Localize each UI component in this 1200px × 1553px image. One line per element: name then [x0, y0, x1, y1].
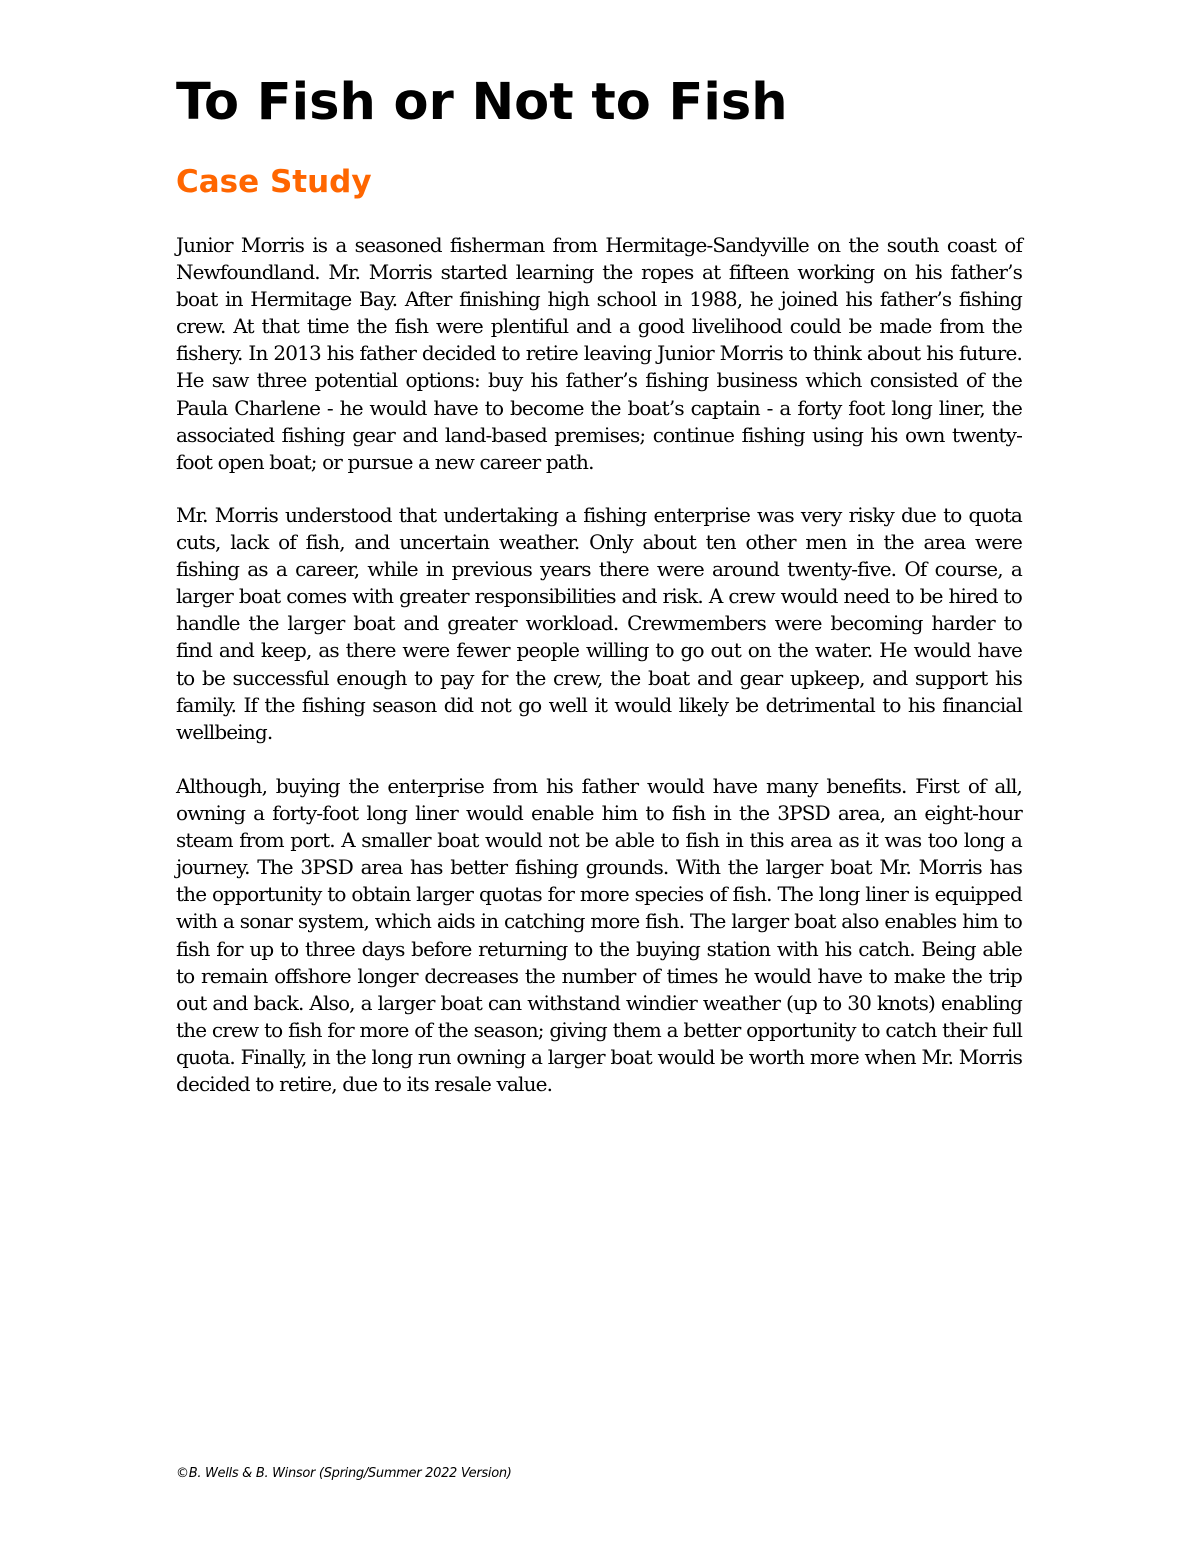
body-paragraph-1: Junior Morris is a seasoned fisherman from Hermitage-Sandyville on the south coast of Newfoundland. Mr. Morris started learning the ropes at fifteen working on his father’s boat in Hermitage Bay. After finishing high school in 1988, he joined his father’s fishing crew. At that time the fish were plentiful and a good livelihood could be made from the fishery. In 2013 his father decided to retire leaving Junior Morris to think about his future. He saw three potential options: buy his father’s fishing business which consisted of the Paula Charlene - he would have to become the boat’s captain - a forty foot long liner, the associated fishing gear and land-based premises; continue fishing using his own twenty-foot open boat; or pursue a new career path.	[176, 233, 1022, 474]
body-paragraph-2: Mr. Morris understood that undertaking a fishing enterprise was very risky due to quota cuts, lack of fish, and uncertain weather. Only about ten other men in the area were fishing as a career, while in previous years there were around twenty-five. Of course, a larger boat comes with greater responsibilities and risk. A crew would need to be hired to handle the larger boat and greater workload. Crewmembers were becoming harder to find and keep, as there were fewer people willing to go out on the water. He would have to be successful enough to pay for the crew, the boat and gear upkeep, and support his family. If the fishing season did not go well it would likely be detrimental to his financial wellbeing.	[176, 503, 1022, 744]
document-subtitle: Case Study	[176, 164, 372, 200]
page-footer-copyright: ©B. Wells & B. Winsor (Spring/Summer 2022 Version)	[176, 1466, 512, 1481]
document-title: To Fish or Not to Fish	[176, 73, 788, 132]
body-paragraph-3: Although, buying the enterprise from his father would have many benefits. First of all, owning a forty-foot long liner would enable him to fish in the 3PSD area, an eight-hour steam from port. A smaller boat would not be able to fish in this area as it was too long a journey. The 3PSD area has better fishing grounds. With the larger boat Mr. Morris has the opportunity to obtain larger quotas for more species of fish. The long liner is equipped with a sonar system, which aids in catching more fish. The larger boat also enables him to fish for up to three days before returning to the buying station with his catch. Being able to remain offshore longer decreases the number of times he would have to make the trip out and back. Also, a larger boat can withstand windier weather (up to 30 knots) enabling the crew to fish for more of the season; giving them a better opportunity to catch their full quota. Finally, in the long run owning a larger boat would be worth more when Mr. Morris decided to retire, due to its resale value.	[176, 774, 1022, 1097]
